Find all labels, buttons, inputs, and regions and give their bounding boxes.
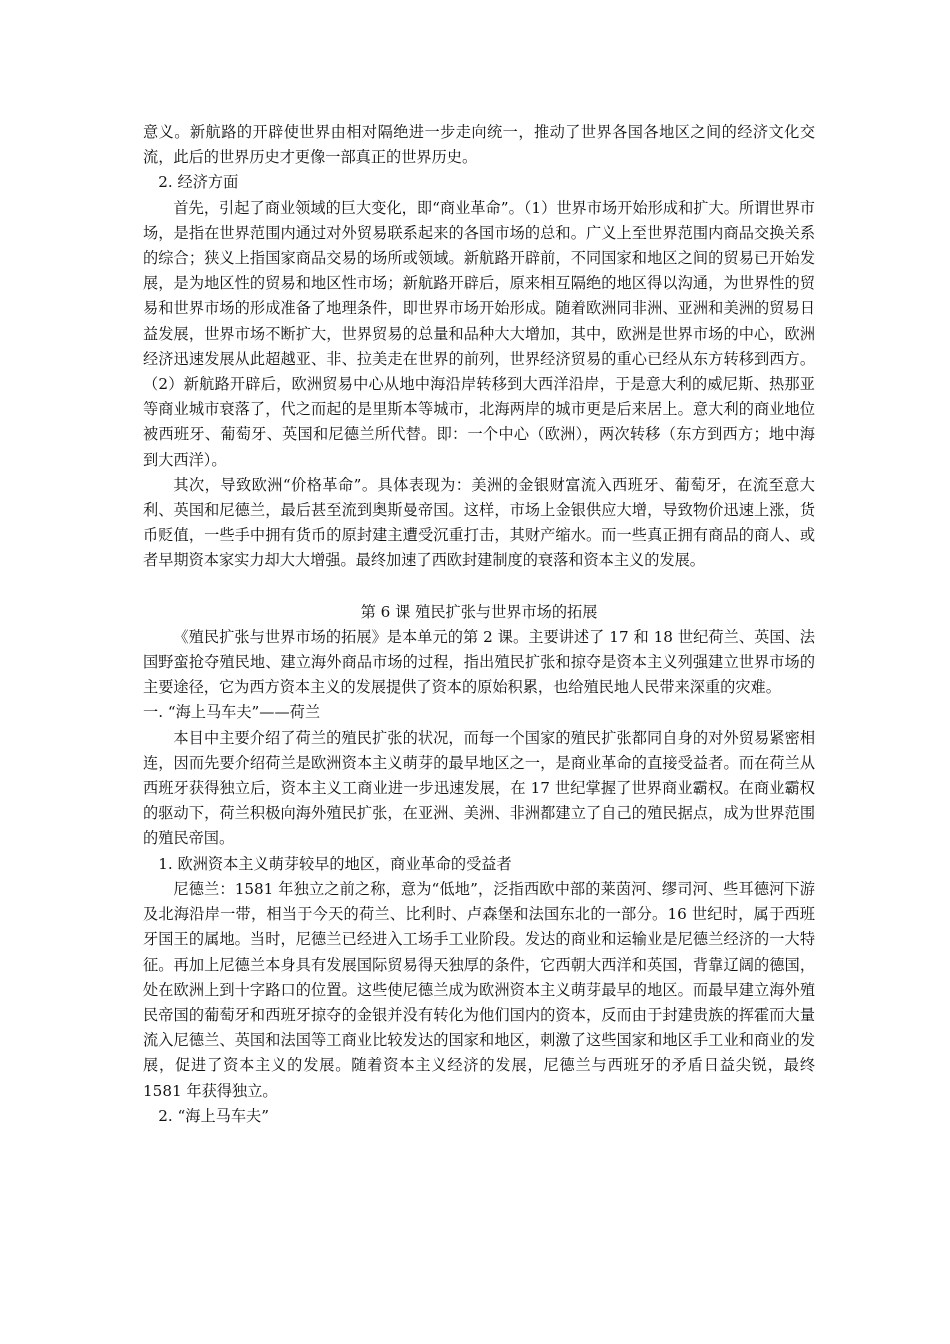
spacer <box>143 574 815 600</box>
lesson-title: 第 6 课 殖民扩张与世界市场的拓展 <box>360 602 598 621</box>
section-heading-economy: 2. 经济方面 <box>158 173 239 192</box>
paragraph-commercial-revolution: 首先，引起了商业领域的巨大变化，即“商业革命”。（1）世界市场开始形成和扩大。所谓世界市场，是指在世界范围内通过对外贸易联系起来的各国市场的总和。广义上至世界范围内商品交换关系的综合；狭义上指国家商品交易的场所或领域。新航路开辟前，不同国家和地区之间的贸易已开始发展，是为地区性的贸易和地区性市场；新航路开辟后，原来相互隔绝的地区得以沟通，为世界性的贸易和世界市场的形成准备了地理条件，即世界市场开始形成。随着欧洲同非洲、亚洲和美洲的贸易日益发展，世界市场不断扩大，世界贸易的总量和品种大大增加，其中，欧洲是世界市场的中心，欧洲经济迅速发展从此超越亚、非、拉美走在世界的前列，世界经济贸易的重心已经从东方转移到西方。（2）新航路开辟后，欧洲贸易中心从地中海沿岸转移到大西洋沿岸，于是意大利的威尼斯、热那亚等商业城市衰落了，代之而起的是里斯本等城市，北海两岸的城市更是后来居上。意大利的商业地位被西班牙、葡萄牙、英国和尼德兰所代替。即：一个中心（欧洲），两次转移（东方到西方；地中海到大西洋）。 <box>143 198 815 469</box>
subheading-capitalism-sprouts: 1. 欧洲资本主义萌芽较早的地区，商业革命的受益者 <box>158 854 512 873</box>
subheading-sea-coachman: 2. “海上马车夫” <box>158 1106 269 1125</box>
section-heading-netherlands: 一. “海上马车夫”——荷兰 <box>143 703 321 722</box>
paragraph-netherlands-detail: 尼德兰：1581 年独立之前之称，意为“低地”，泛指西欧中部的莱茵河、缪司河、些耳德河下游及北海沿岸一带，相当于今天的荷兰、比利时、卢森堡和法国东北的一部分。16 世纪时，属于西班牙国王的属地。当时，尼德兰已经进入工场手工业阶段。发达的商业和运输业是尼德兰经济的一大特征。再加上尼德兰本身具有发展国际贸易得天独厚的条件，它西朝大西洋和英国，背靠辽阔的德国，处在欧洲上到十字路口的位置。这些使尼德兰成为欧洲资本主义萌芽最早的地区。而最早建立海外殖民帝国的葡萄牙和西班牙掠夺的金银并没有转化为他们国内的资本，反而由于封建贵族的挥霍而大量流入尼德兰、英国和法国等工商业比较发达的国家和地区，刺激了这些国家和地区手工业和商业的发展，促进了资本主义的发展。随着资本主义经济的发展，尼德兰与西班牙的矛盾日益尖锐，最终 1581 年获得独立。 <box>143 879 815 1100</box>
paragraph-significance: 意义。新航路的开辟使世界由相对隔绝进一步走向统一，推动了世界各国各地区之间的经济文化交流，此后的世界历史才更像一部真正的世界历史。 <box>143 123 815 167</box>
document-page <box>143 120 815 1129</box>
paragraph-netherlands-overview: 本目中主要介绍了荷兰的殖民扩张的状况，而每一个国家的殖民扩张都同自身的对外贸易紧密相连，因而先要介绍荷兰是欧洲资本主义萌芽的最早地区之一，是商业革命的直接受益者。而在荷兰从西班牙获得独立后，资本主义工商业进一步迅速发展，在 17 世纪掌握了世界商业霸权。在商业霸权的驱动下，荷兰积极向海外殖民扩张，在亚洲、美洲、非洲都建立了自己的殖民据点，成为世界范围的殖民帝国。 <box>143 728 815 848</box>
paragraph-lesson-intro: 《殖民扩张与世界市场的拓展》是本单元的第 2 课。主要讲述了 17 和 18 世纪荷兰、英国、法国野蛮抢夺殖民地、建立海外商品市场的过程，指出殖民扩张和掠夺是资本主义列强建立世界市场的主要途径，它为西方资本主义的发展提供了资本的原始积累，也给殖民地人民带来深重的灾难。 <box>143 627 815 697</box>
paragraph-price-revolution: 其次，导致欧洲“价格革命”。具体表现为：美洲的金银财富流入西班牙、葡萄牙，在流至意大利、英国和尼德兰，最后甚至流到奥斯曼帝国。这样，市场上金银供应大增，导致物价迅速上涨，货币贬值，一些手中拥有货币的原封建主遭受沉重打击，其财产缩水。而一些真正拥有商品的商人、或者早期资本家实力却大大增强。最终加速了西欧封建制度的衰落和资本主义的发展。 <box>143 475 815 570</box>
